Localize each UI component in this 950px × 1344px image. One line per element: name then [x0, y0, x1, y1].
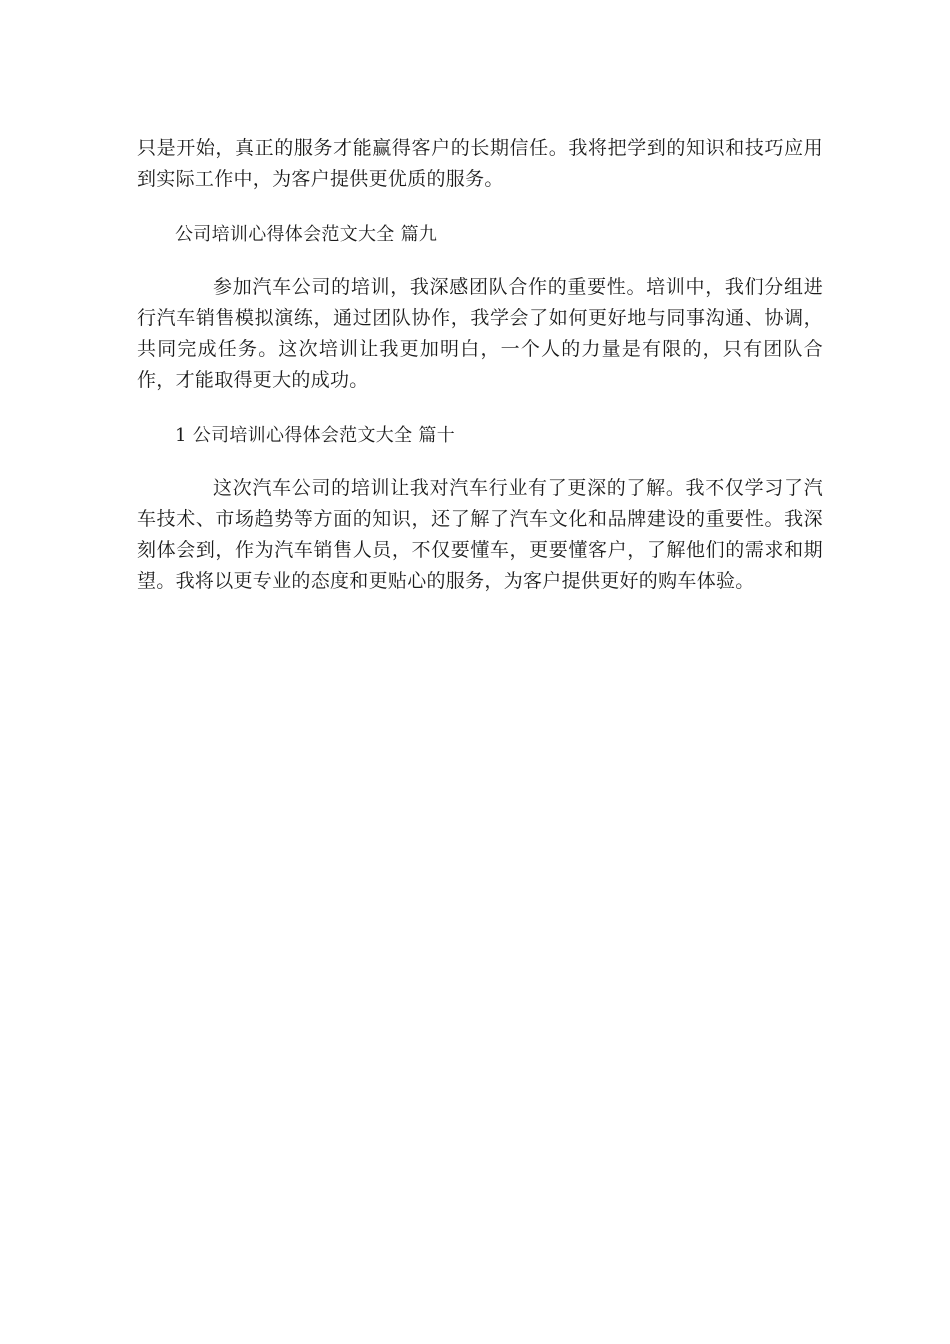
- section-heading-part-9: 公司培训心得体会范文大全 篇九: [175, 224, 438, 245]
- paragraph-teamwork: 参加汽车公司的培训，我深感团队合作的重要性。培训中，我们分组进行汽车销售模拟演练，通过团队协作，我学会了如何更好地与同事沟通、协调，共同完成任务。这次培训让我更加明白，一个人的力量是有限的，只有团队合作，才能取得更大的成功。: [137, 276, 823, 391]
- paragraph-industry-understanding: 这次汽车公司的培训让我对汽车行业有了更深的了解。我不仅学习了汽车技术、市场趋势等方面的知识，还了解了汽车文化和品牌建设的重要性。我深刻体会到，作为汽车销售人员，不仅要懂车，更要懂客户，了解他们的需求和期望。我将以更专业的态度和更贴心的服务，为客户提供更好的购车体验。: [137, 477, 823, 592]
- section-heading-part-10: 1 公司培训心得体会范文大全 篇十: [175, 425, 455, 446]
- document-body: [137, 133, 823, 597]
- paragraph-continuation: 只是开始，真正的服务才能赢得客户的长期信任。我将把学到的知识和技巧应用到实际工作中，为客户提供更优质的服务。: [137, 137, 823, 190]
